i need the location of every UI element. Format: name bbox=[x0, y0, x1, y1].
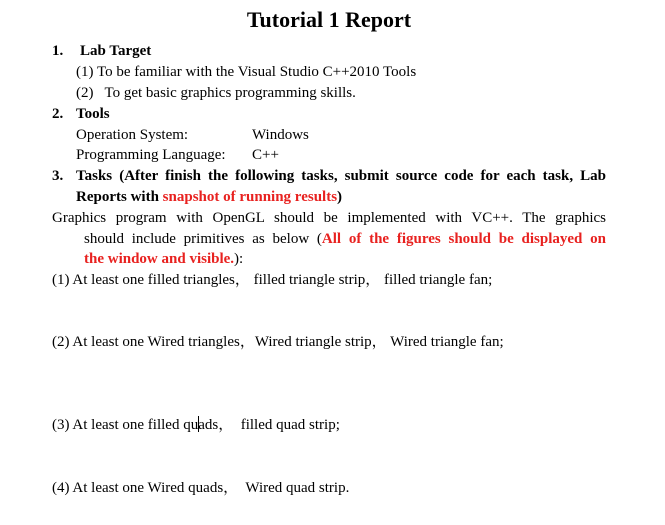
lab-target-item-1: (1) To be familiar with the Visual Studio C++2010 Tools bbox=[76, 64, 417, 80]
lab-target-item-2: (2) To get basic graphics programming skills. bbox=[76, 85, 356, 101]
paragraph-line-2-text: should include primitives as below ( bbox=[84, 231, 322, 247]
tools-os-value: Windows bbox=[252, 127, 309, 143]
tools-os-label: Operation System: bbox=[76, 127, 189, 143]
section-heading-tasks-line2 bbox=[76, 187, 342, 207]
tools-lang-label: Programming Language: bbox=[76, 147, 226, 163]
tasks-heading-close: ) bbox=[337, 189, 343, 205]
paragraph-line-3-close: ): bbox=[234, 251, 244, 267]
document-title: Tutorial 1 Report bbox=[246, 7, 412, 32]
section-number-lab-target: 1. bbox=[52, 43, 64, 59]
task-item-4: (4) At least one Wired quads， Wired quad strip. bbox=[52, 480, 350, 496]
task-item-3-part-1: (3) At least one filled qu bbox=[52, 417, 199, 433]
task-item-2: (2) At least one Wired triangles，Wired triangle strip， Wired triangle fan; bbox=[52, 334, 504, 350]
section-number-tasks: 3. bbox=[52, 168, 64, 184]
task-item-1: (1) At least one filled triangles， filled triangle strip， filled triangle fan; bbox=[52, 272, 493, 288]
paragraph-highlight-1: All of the figures should be displayed on bbox=[321, 231, 606, 247]
tools-lang-value: C++ bbox=[252, 147, 279, 163]
section-number-tools: 2. bbox=[52, 106, 64, 122]
tasks-heading-text: Reports with bbox=[76, 189, 163, 205]
paragraph-line-3 bbox=[84, 249, 243, 269]
section-heading-lab-target: Lab Target bbox=[80, 43, 152, 59]
paragraph-line-2 bbox=[84, 229, 606, 249]
paragraph-highlight-2: the window and visible. bbox=[84, 251, 235, 267]
task-item-3-part-2: ads， filled quad strip; bbox=[198, 417, 340, 433]
tasks-heading-highlight: snapshot of running results bbox=[162, 189, 338, 205]
paragraph-line-1: Graphics program with OpenGL should be implemented with VC++. The graphics bbox=[52, 210, 606, 226]
section-heading-tools: Tools bbox=[76, 106, 110, 122]
task-item-3 bbox=[52, 415, 340, 435]
section-heading-tasks: Tasks (After finish the following tasks, submit source code for each task, Lab bbox=[76, 168, 606, 184]
